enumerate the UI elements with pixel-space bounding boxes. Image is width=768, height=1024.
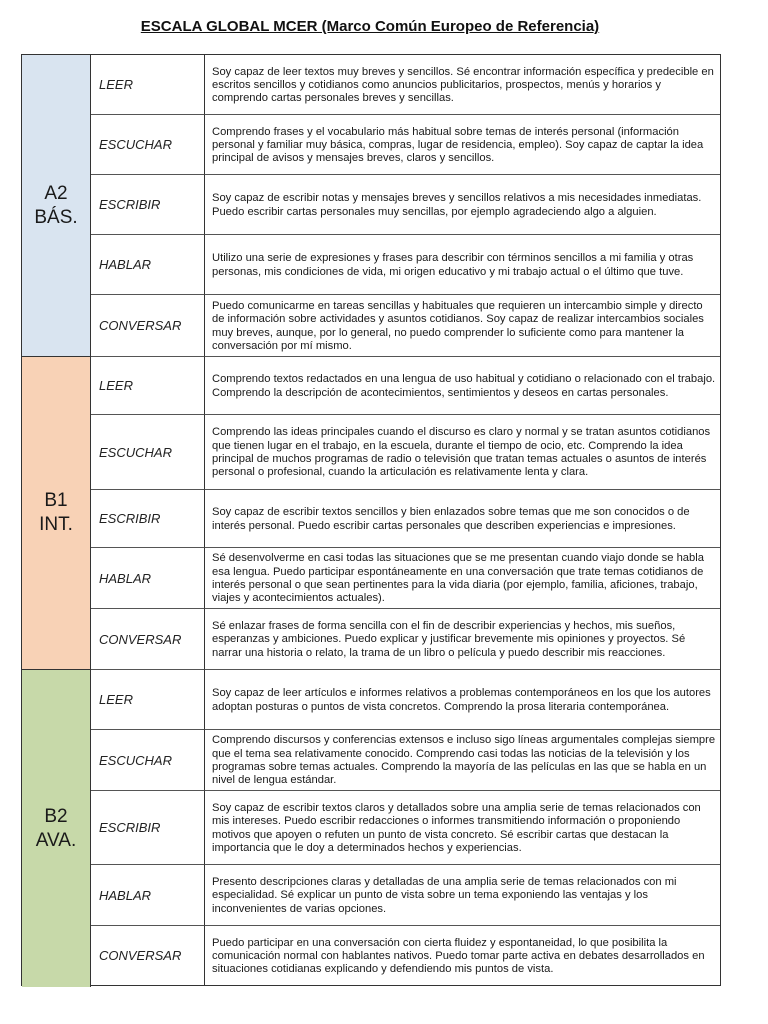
level-name: BÁS. <box>34 206 78 228</box>
level-cell-b2 <box>22 670 91 987</box>
skill-cell: ESCRIBIR <box>91 490 205 548</box>
descriptor-cell: Comprendo textos redactados en una lengua de uso habitual y cotidiano o relacionado con el trabajo. Comprendo la descripción de acontecimientos, sentimientos y deseos en cartas personales. <box>205 357 720 415</box>
skill-cell: LEER <box>91 55 205 115</box>
descriptor-cell: Soy capaz de leer textos muy breves y sencillos. Sé encontrar información específica y predecible en escritos sencillos y cotidianos como anuncios publicitarios, prospectos, menús y horarios y comprendo cartas personales breves y sencillas. <box>205 55 720 115</box>
skill-cell: ESCUCHAR <box>91 730 205 791</box>
skill-cell: ESCUCHAR <box>91 115 205 175</box>
level-name: AVA. <box>35 829 77 851</box>
skill-cell: HABLAR <box>91 235 205 295</box>
level-cell-a2 <box>22 55 91 357</box>
skill-cell: ESCUCHAR <box>91 415 205 490</box>
descriptor-cell: Puedo participar en una conversación con cierta fluidez y espontaneidad, lo que posibilita la comunicación normal con hablantes nativos. Puedo tomar parte activa en debates desarrollados en situaciones cotidianas explicando y defendiendo mis puntos de vista. <box>212 936 705 976</box>
level-code: B1 <box>44 490 68 511</box>
skill-cell: HABLAR <box>91 865 205 926</box>
skill-cell: CONVERSAR <box>91 926 205 985</box>
descriptor-cell: Sé desenvolverme en casi todas las situaciones que se me presentan cuando viajo donde se habla esa lengua. Puedo participar espontáneamente en una conversación que trate temas cotidianos de interés personal o que sean pertinentes para la vida diaria (por ejemplo, familia, aficiones, trabajo, viajes y acontecimientos actuales). <box>205 548 720 609</box>
skill-cell: ESCRIBIR <box>91 175 205 235</box>
descriptor-cell: Comprendo las ideas principales cuando el discurso es claro y normal y se tratan asuntos cotidianos que tienen lugar en el trabajo, en la escuela, durante el tiempo de ocio, etc. Comprendo la idea principal de muchos programas de radio o televisión que tratan temas actuales o asuntos de interés personal o profesional, cuando la articulación es relativamente lenta y clara. <box>205 415 720 490</box>
document-title: ESCALA GLOBAL MCER (Marco Común Europeo de Referencia) <box>140 18 600 35</box>
descriptor-cell: Sé enlazar frases de forma sencilla con el fin de describir experiencias y hechos, mis sueños, esperanzas y ambiciones. Puedo explicar y justificar brevemente mis opiniones y proyectos. Sé narrar una historia o relato, la trama de un libro o película y puedo describir mis reacciones. <box>205 609 720 670</box>
skill-cell: CONVERSAR <box>91 609 205 670</box>
mcer-scale-table <box>21 54 721 986</box>
skill-cell: HABLAR <box>91 548 205 609</box>
descriptor-cell: Comprendo discursos y conferencias extensos e incluso sigo líneas argumentales complejas siempre que el tema sea relativamente conocido. Comprendo casi todas las noticias de la televisión y los programas sobre temas actuales. Comprendo la mayoría de las películas en las que se habla en un nivel de lengua estándar. <box>205 730 720 791</box>
descriptor-cell: Soy capaz de escribir textos claros y detallados sobre una amplia serie de temas relacionados con mis intereses. Puedo escribir redacciones o informes transmitiendo información o proponiendo motivos que apoyen o refuten un punto de vista concreto. Sé escribir cartas que destacan la importancia que le doy a determinados hechos y experiencias. <box>205 791 720 865</box>
skill-cell: ESCRIBIR <box>91 791 205 865</box>
descriptor-cell: Utilizo una serie de expresiones y frases para describir con términos sencillos a mi familia y otras personas, mis condiciones de vida, mi origen educativo y mi trabajo actual o el último que tuve. <box>205 235 720 295</box>
level-name: INT. <box>39 514 73 535</box>
skill-cell: LEER <box>91 670 205 730</box>
descriptor-cell: Soy capaz de escribir textos sencillos y bien enlazados sobre temas que me son conocidos o de interés personal. Puedo escribir cartas personales que describen experiencias e impresiones. <box>205 490 720 548</box>
skill-cell: CONVERSAR <box>91 295 205 357</box>
descriptor-cell: Comprendo frases y el vocabulario más habitual sobre temas de interés personal (información personal y familiar muy básica, compras, lugar de residencia, empleo). Soy capaz de captar la idea principal de avisos y mensajes breves, claros y sencillos. <box>205 115 720 175</box>
descriptor-cell: Soy capaz de escribir notas y mensajes breves y sencillos relativos a mis necesidades inmediatas. Puedo escribir cartas personales muy sencillas, por ejemplo agradeciendo algo a alguien. <box>205 175 720 235</box>
skill-cell: LEER <box>91 357 205 415</box>
descriptor-cell: Presento descripciones claras y detalladas de una amplia serie de temas relacionados con mi especialidad. Sé explicar un punto de vista sobre un tema exponiendo las ventajas y los inconvenientes de varias opciones. <box>205 865 720 926</box>
level-code: B2 <box>44 805 68 827</box>
level-code: A2 <box>44 182 68 204</box>
descriptor-cell: Puedo comunicarme en tareas sencillas y habituales que requieren un intercambio simple y directo de información sobre actividades y asuntos cotidianos. Soy capaz de realizar intercambios sociales muy breves, aunque, por lo general, no puedo comprender lo suficiente como para mantener la conversación por mí mismo. <box>205 295 720 357</box>
descriptor-cell: Soy capaz de leer artículos e informes relativos a problemas contemporáneos en los que los autores adoptan posturas o puntos de vista concretos. Comprendo la prosa literaria contemporánea. <box>205 670 720 730</box>
level-cell-b1 <box>22 357 91 670</box>
